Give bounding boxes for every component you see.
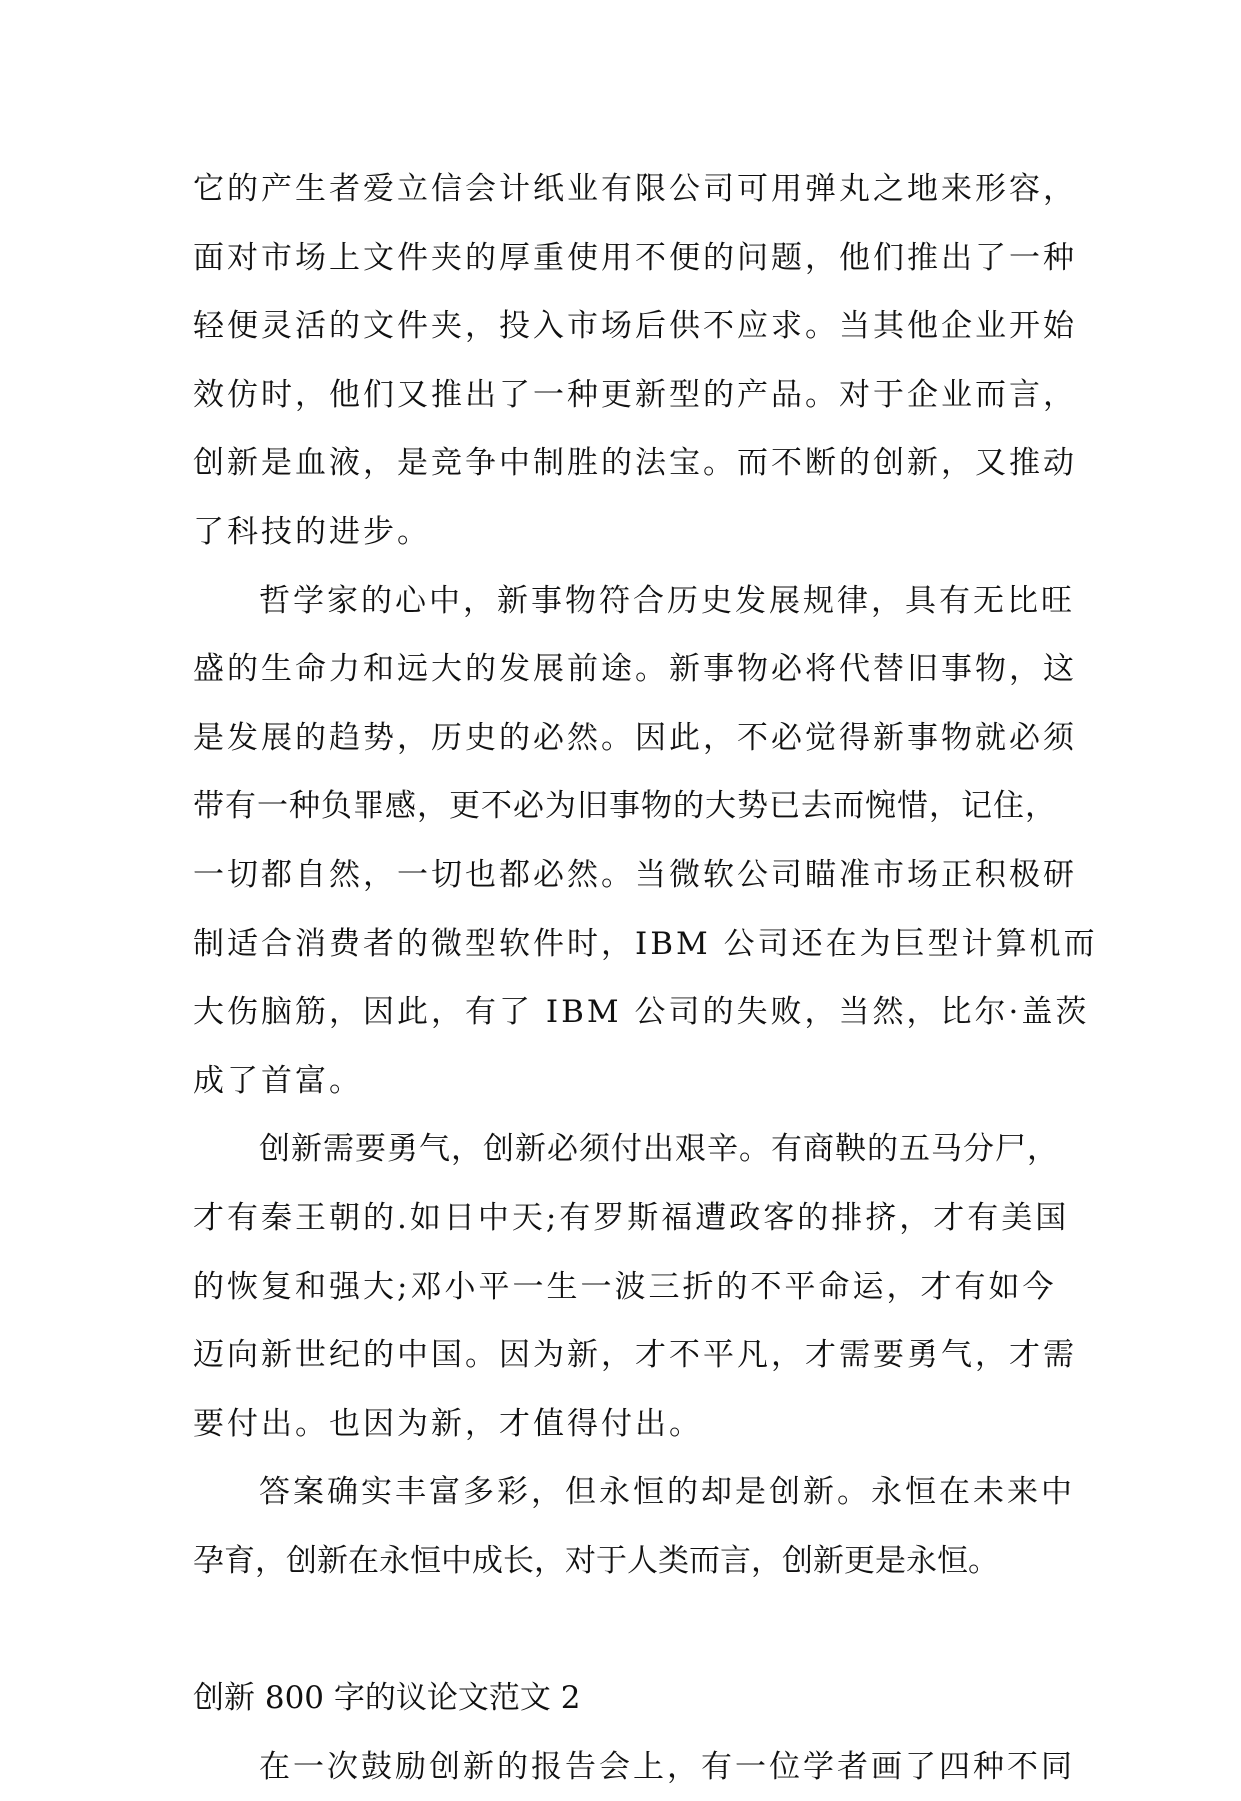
paragraph-line: 成了首富。 <box>193 1062 363 1099</box>
paragraph-line: 了科技的进步。 <box>193 513 431 550</box>
section-heading: 创新 800 字的议论文范文 2 <box>193 1680 581 1717</box>
paragraph-line: 是发展的趋势，历史的必然。因此，不必觉得新事物就必须 <box>193 719 1077 756</box>
paragraph-line: 大伤脑筋，因此，有了 IBM 公司的失败，当然，比尔·盖茨 <box>193 994 1090 1031</box>
paragraph-5 <box>193 1733 1075 1801</box>
paragraph-line: 轻便灵活的文件夹，投入市场后供不应求。当其他企业开始 <box>193 308 1077 345</box>
paragraph-line: 在一次鼓励创新的报告会上，有一位学者画了四种不同 <box>259 1748 1075 1785</box>
paragraph-2 <box>193 567 1098 1116</box>
paragraph-line: 面对市场上文件夹的厚重使用不便的问题，他们推出了一种 <box>193 239 1077 276</box>
paragraph-line: 创新是血液，是竞争中制胜的法宝。而不断的创新，又推动 <box>193 445 1077 482</box>
document-body <box>193 155 1098 1801</box>
blank-line <box>193 1595 1053 1664</box>
paragraph-line: 答案确实丰富多彩，但永恒的却是创新。永恒在未来中 <box>259 1474 1075 1511</box>
paragraph-line: 它的产生者爱立信会计纸业有限公司可用弹丸之地来形容， <box>193 171 1077 207</box>
paragraph-line: 制适合消费者的微型软件时，IBM 公司还在为巨型计算机而 <box>193 925 1098 962</box>
paragraph-line: 哲学家的心中，新事物符合历史发展规律，具有无比旺 <box>259 582 1075 619</box>
paragraph-line: 一切都自然，一切也都必然。当微软公司瞄准市场正积极研 <box>193 856 1077 893</box>
paragraph-line: 迈向新世纪的中国。因为新，才不平凡，才需要勇气，才需 <box>193 1337 1077 1374</box>
paragraph-4 <box>193 1458 1075 1595</box>
paragraph-line: 要付出。也因为新，才值得付出。 <box>193 1405 703 1442</box>
paragraph-line: 的恢复和强大;邓小平一生一波三折的不平命运，才有如今 <box>193 1268 1057 1305</box>
paragraph-3 <box>193 1115 1077 1458</box>
paragraph-line: 带有一种负罪感，更不必为旧事物的大势已去而惋惜，记住， <box>193 788 1057 825</box>
paragraph-line: 孕育，创新在永恒中成长，对于人类而言，创新更是永恒。 <box>193 1542 999 1579</box>
paragraph-line: 效仿时，他们又推出了一种更新型的产品。对于企业而言， <box>193 376 1077 413</box>
paragraph-line: 创新需要勇气，创新必须付出艰辛。有商鞅的五马分尸， <box>259 1131 1059 1168</box>
paragraph-line: 才有秦王朝的.如日中天;有罗斯福遭政客的排挤，才有美国 <box>193 1199 1070 1236</box>
paragraph-line: 盛的生命力和远大的发展前途。新事物必将代替旧事物，这 <box>193 651 1077 688</box>
paragraph-1 <box>193 155 1077 567</box>
